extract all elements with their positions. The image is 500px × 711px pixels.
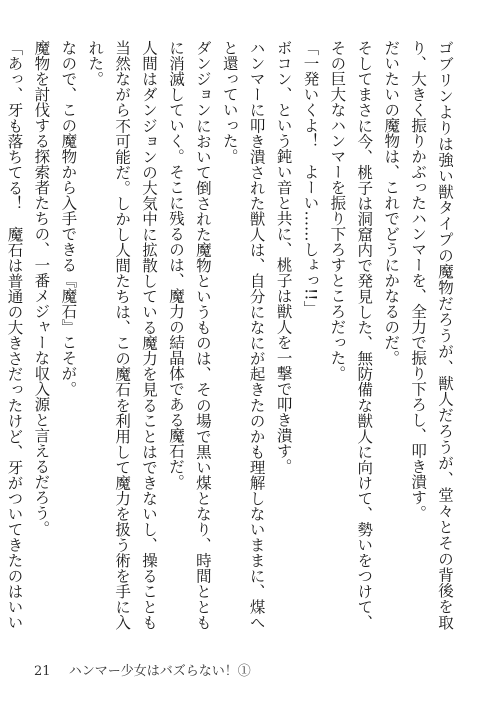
text-line: ゴブリンよりは強い獣タイプの魔物だろうが、獣人だろうが、堂々とその背後を取り、大きく振りかぶったハンマーを、全力で振り下ろし、叩き潰す。 bbox=[409, 40, 454, 630]
vertical-body-text bbox=[5, 40, 458, 631]
text-line: 人間はダンジョンの大気中に拡散している魔力を見ることはできないし、操ることも当然ながら不可能だ。しかし人間たちは、この魔石を利用して魔力を扱う術を手に入れた。 bbox=[86, 40, 159, 631]
text-line: ハンマーに叩き潰された獣人は、自分になにが起きたのかも理解しないままに、煤へと還っていった。 bbox=[220, 40, 266, 631]
page-footer bbox=[34, 660, 251, 679]
text-line: だいたいの魔物は、これでどうにかなるのだ。 bbox=[382, 40, 401, 366]
page-number: 21 bbox=[34, 664, 51, 679]
text-line: ダンジョンにおいて倒された魔物というものは、その場で黒い煤となり、時間とともに消滅していく。そこに残るのは、魔力の結晶体である魔石だ。 bbox=[166, 40, 212, 631]
text-line: そしてまさに今、桃子は洞窟内で発見した、無防備な獣人に向けて、勢いをつけて、その巨大なハンマーを振り下ろすところだった。 bbox=[328, 40, 374, 630]
text-line: 魔物を討伐する探索者たちの、一番メジャーな収入源と言えるだろう。 bbox=[32, 40, 51, 536]
text-line: ボコン、という鈍い音と共に、桃子は獣人を一撃で叩き潰す。 bbox=[274, 40, 293, 474]
book-title: ハンマー少女はバズらない！① bbox=[68, 664, 251, 679]
text-line: 「あっ、牙も落ちてる！ 魔石は普通の大きさだったけど、牙がついてきたのはいい bbox=[5, 40, 24, 631]
text-line: 「一発いくよ！ よーい……しょっ!!」 bbox=[301, 40, 320, 316]
text-line: なので、この魔物から入手できる『魔石』こそが。 bbox=[59, 40, 78, 397]
